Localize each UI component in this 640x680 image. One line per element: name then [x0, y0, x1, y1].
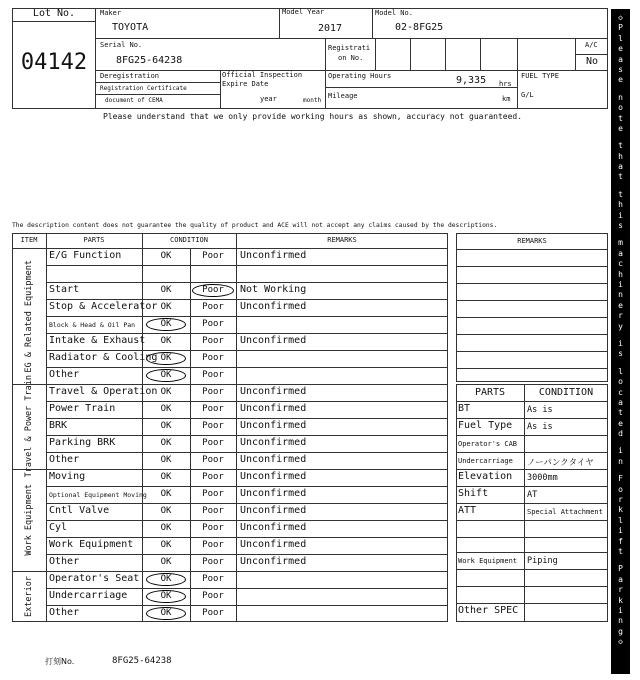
table-row-line — [46, 452, 448, 453]
table-row-line — [46, 435, 448, 436]
dereg-label: Deregistration — [100, 72, 160, 80]
part-name: Work Equipment — [49, 539, 134, 550]
remark-text: Unconfirmed — [240, 556, 307, 567]
table-row-line — [46, 282, 448, 283]
table-row-line — [46, 605, 448, 606]
right-row-line — [456, 503, 608, 504]
right-row-line — [456, 435, 608, 436]
stamp-label: 打刻No. — [45, 657, 75, 666]
ok-option: OK — [160, 319, 172, 329]
part-name: Cntl Valve — [49, 505, 110, 516]
poor-option: Poor — [202, 591, 224, 601]
remark-text: Unconfirmed — [240, 386, 307, 397]
year-label: year — [260, 95, 277, 103]
table-row-line — [46, 316, 448, 317]
right-remarks-box — [456, 233, 608, 382]
part-name: Other — [49, 607, 80, 618]
model-no-label: Model No. — [375, 9, 413, 17]
ok-option: OK — [160, 404, 172, 414]
col-remarks-header: REMARKS — [327, 236, 357, 244]
part-name: Radiator & Cooling — [49, 352, 158, 363]
col-parts-header: PARTS — [83, 236, 105, 244]
table-row-line — [46, 486, 448, 487]
ac-label: A/C — [585, 41, 598, 49]
part-name: Undercarriage — [49, 590, 128, 601]
lot-label: Lot No. — [32, 8, 76, 19]
part-name: Parking BRK — [49, 437, 116, 448]
ok-option: OK — [160, 574, 172, 584]
poor-option: Poor — [202, 557, 224, 567]
ok-selected-oval — [146, 573, 186, 586]
col-item-header: ITEM — [20, 236, 38, 244]
group-label: Work Equipment — [24, 484, 34, 556]
ok-option: OK — [160, 506, 172, 516]
remark-text: Unconfirmed — [240, 488, 307, 499]
right-row-line — [456, 401, 608, 402]
table-row-line — [46, 265, 448, 266]
group-divider — [12, 384, 448, 385]
registration-label-2: on No. — [338, 54, 364, 62]
group-label: Travel & Power Train — [24, 375, 34, 478]
remark-text: Unconfirmed — [240, 454, 307, 465]
official-label-2: Expire Date — [222, 80, 269, 88]
ok-option: OK — [160, 387, 172, 397]
ok-option: OK — [160, 353, 172, 363]
table-row-line — [46, 367, 448, 368]
right-part-condition: AT — [527, 490, 538, 500]
right-row-line — [456, 569, 608, 570]
remark-text: Not Working — [240, 284, 307, 295]
sidebar-text: ◇ P l e a s e n o t e t h a t t h i s m a c h i n e r y i s l o c a t e d i n F o r k l i f t P a r k i n g ◇ — [618, 13, 623, 647]
part-name: BRK — [49, 420, 68, 431]
serial-label: Serial No. — [100, 41, 143, 49]
poor-selected-oval — [192, 284, 234, 297]
poor-option: Poor — [202, 421, 224, 431]
ok-selected-oval — [146, 318, 186, 331]
remark-text: Unconfirmed — [240, 420, 307, 431]
group-label-cell — [12, 469, 46, 571]
remark-text: Unconfirmed — [240, 437, 307, 448]
poor-option: Poor — [202, 370, 224, 380]
poor-option: Poor — [202, 285, 224, 295]
ok-selected-oval — [146, 607, 186, 620]
poor-option: Poor — [202, 387, 224, 397]
hours-notice: Please understand that we only provide working hours as shown, accuracy not guaranteed. — [103, 112, 523, 121]
poor-option: Poor — [202, 438, 224, 448]
right-row-line — [456, 586, 608, 587]
remark-text: Unconfirmed — [240, 522, 307, 533]
right-part-condition: ノーパンクタイヤ — [527, 458, 594, 468]
group-label-cell — [12, 571, 46, 622]
disclaimer-notice: The description content does not guarantee the quality of product and ACE will not accept any claims caused by the descriptions. — [12, 222, 498, 229]
poor-option: Poor — [202, 302, 224, 312]
group-label: EG & Related Equipment — [24, 259, 34, 373]
part-name: Other — [49, 556, 80, 567]
right-part-name: Fuel Type — [458, 420, 513, 431]
remark-text: Unconfirmed — [240, 539, 307, 550]
operating-hours-label: Operating Hours — [328, 72, 392, 80]
part-name: Optional Equipment Moving — [49, 491, 147, 499]
mileage-label: Mileage — [328, 92, 358, 100]
right-row-line — [456, 552, 608, 553]
part-name: Power Train — [49, 403, 116, 414]
right-remarks-label: REMARKS — [517, 237, 547, 245]
lot-number: 04142 — [20, 50, 88, 75]
ok-option: OK — [160, 302, 172, 312]
part-name: Cyl — [49, 522, 68, 533]
right-row-line — [456, 469, 608, 470]
location-notice-sidebar — [611, 9, 630, 674]
remarks-line — [456, 266, 608, 267]
registration-label: Registrati — [328, 44, 371, 52]
poor-option: Poor — [202, 574, 224, 584]
poor-option: Poor — [202, 319, 224, 329]
table-col-line — [236, 233, 237, 622]
reg-cert-label: Registration Certificate — [100, 85, 187, 92]
right-part-condition: 3000mm — [527, 473, 558, 483]
right-row-line — [456, 452, 608, 453]
ok-option: OK — [160, 472, 172, 482]
right-part-name: Other SPEC — [458, 605, 519, 616]
km-unit: km — [502, 95, 511, 103]
right-part-condition: Piping — [527, 556, 558, 566]
poor-option: Poor — [202, 336, 224, 346]
maker-label: Maker — [100, 9, 122, 17]
right-part-name: Undercarriage — [458, 457, 513, 465]
right-row-line — [456, 520, 608, 521]
part-name: Stop & Accelerator — [49, 301, 158, 312]
ok-option: OK — [160, 608, 172, 618]
month-label: month — [303, 97, 322, 104]
ok-option: OK — [160, 523, 172, 533]
remarks-line — [456, 334, 608, 335]
right-row-line — [456, 603, 608, 604]
poor-option: Poor — [202, 455, 224, 465]
poor-option: Poor — [202, 251, 224, 261]
official-label: Official Inspection — [222, 71, 303, 79]
poor-option: Poor — [202, 540, 224, 550]
remark-text: Unconfirmed — [240, 403, 307, 414]
part-name: Travel & Operation — [49, 386, 158, 397]
remarks-line — [456, 368, 608, 369]
table-row-line — [46, 333, 448, 334]
maker-value: TOYOTA — [112, 22, 149, 33]
right-part-name: BT — [458, 403, 471, 414]
fuel-type-value: G/L — [521, 91, 534, 99]
part-name: Other — [49, 369, 80, 380]
remarks-line — [456, 351, 608, 352]
ok-option: OK — [160, 285, 172, 295]
right-row-line — [456, 418, 608, 419]
group-label-cell — [12, 375, 46, 478]
group-divider — [12, 469, 448, 470]
serial-value: 8FG25-64238 — [116, 55, 183, 66]
poor-option: Poor — [202, 404, 224, 414]
table-row-line — [46, 418, 448, 419]
ok-option: OK — [160, 557, 172, 567]
ok-option: OK — [160, 591, 172, 601]
group-divider — [12, 571, 448, 572]
remark-text: Unconfirmed — [240, 335, 307, 346]
right-part-condition: Special Attachment — [527, 508, 603, 516]
model-year-label: Model Year — [282, 8, 325, 16]
ok-option: OK — [160, 489, 172, 499]
remark-text: Unconfirmed — [240, 250, 307, 261]
table-col-line — [46, 233, 47, 622]
ok-option: OK — [160, 336, 172, 346]
part-name: Operator's Seat — [49, 573, 140, 584]
table-row-line — [46, 401, 448, 402]
remark-text: Unconfirmed — [240, 471, 307, 482]
ok-option: OK — [160, 438, 172, 448]
ok-option: OK — [160, 370, 172, 380]
ac-value: No — [586, 56, 599, 67]
right-condition-header: CONDITION — [538, 387, 594, 398]
col-condition-header: CONDITION — [170, 236, 208, 244]
remarks-line — [456, 317, 608, 318]
right-part-name: ATT — [458, 505, 477, 516]
part-name: Intake & Exhaust — [49, 335, 146, 346]
group-label: Exterior — [24, 576, 34, 617]
remarks-line — [456, 300, 608, 301]
ok-selected-oval — [146, 352, 186, 365]
right-row-line — [456, 537, 608, 538]
table-row-line — [46, 520, 448, 521]
remark-text: Unconfirmed — [240, 505, 307, 516]
table-row-line — [46, 554, 448, 555]
part-name: Other — [49, 454, 80, 465]
right-part-name: Elevation — [458, 471, 513, 482]
ok-selected-oval — [146, 369, 186, 382]
right-part-name: Work Equipment — [458, 557, 518, 565]
table-row-line — [46, 588, 448, 589]
stamp-value: 8FG25-64238 — [112, 656, 172, 666]
fuel-type-label: FUEL TYPE — [521, 72, 559, 80]
right-part-name: Shift — [458, 488, 489, 499]
right-parts-header: PARTS — [474, 387, 506, 398]
right-row-line — [456, 486, 608, 487]
table-head-line — [12, 248, 448, 249]
right-part-name: Operator's CAB — [458, 440, 518, 448]
hrs-unit: hrs — [499, 80, 512, 88]
table-row-line — [46, 350, 448, 351]
ok-option: OK — [160, 455, 172, 465]
table-row-line — [46, 299, 448, 300]
ok-selected-oval — [146, 590, 186, 603]
poor-option: Poor — [202, 506, 224, 516]
group-label-cell — [12, 248, 46, 384]
poor-option: Poor — [202, 472, 224, 482]
poor-option: Poor — [202, 608, 224, 618]
remark-text: Unconfirmed — [240, 301, 307, 312]
right-part-condition: As is — [527, 405, 553, 415]
part-name: Start — [49, 284, 80, 295]
remarks-line — [456, 283, 608, 284]
ok-option: OK — [160, 251, 172, 261]
ok-option: OK — [160, 540, 172, 550]
operating-hours-value: 9,335 — [456, 75, 487, 86]
part-name: Block & Head & Oil Pan — [49, 321, 136, 329]
table-row-line — [46, 537, 448, 538]
poor-option: Poor — [202, 489, 224, 499]
ok-option: OK — [160, 421, 172, 431]
remarks-line — [456, 249, 608, 250]
table-row-line — [46, 503, 448, 504]
poor-option: Poor — [202, 353, 224, 363]
part-name: Moving — [49, 471, 86, 482]
model-no-value: 02-8FG25 — [395, 22, 444, 33]
part-name: E/G Function — [49, 250, 122, 261]
cema-label: document of CEMA — [105, 97, 163, 104]
model-year-value: 2017 — [318, 23, 343, 34]
right-part-condition: As is — [527, 422, 553, 432]
poor-option: Poor — [202, 523, 224, 533]
